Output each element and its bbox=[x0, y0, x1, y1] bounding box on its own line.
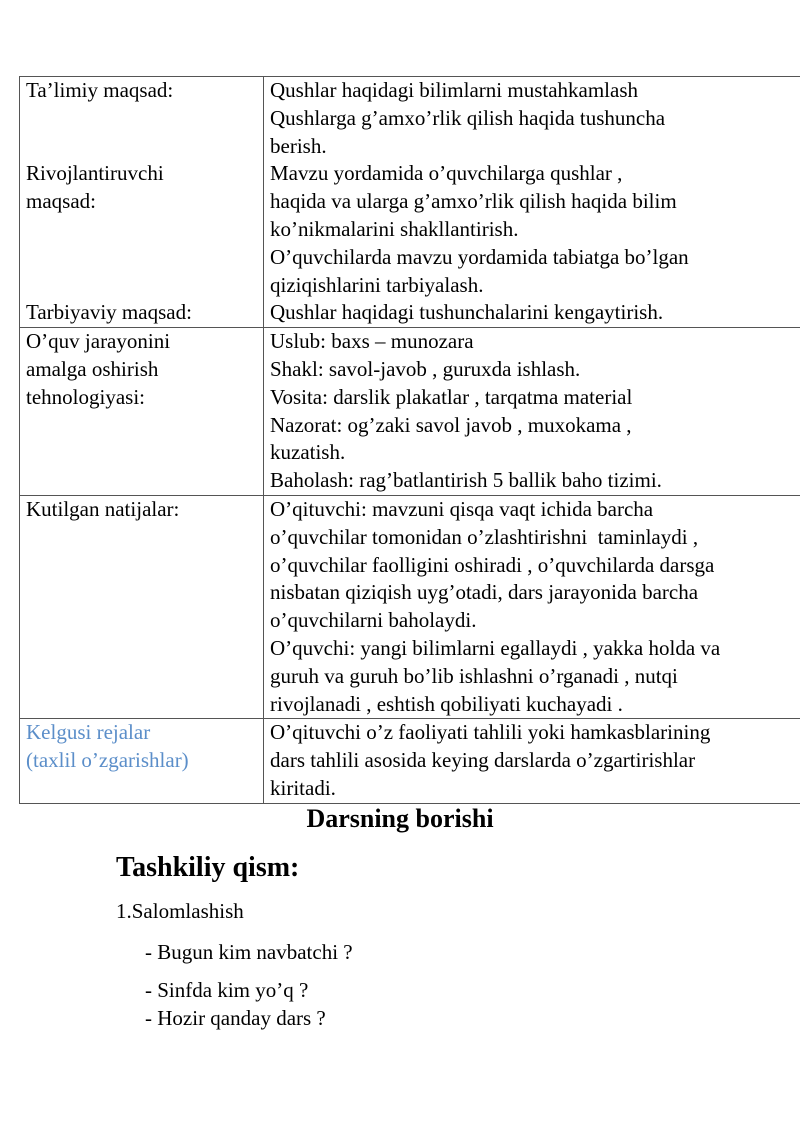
value-line: o’quvchilar faolligini oshiradi , o’quvchilarda darsga bbox=[270, 552, 715, 577]
value-cell bbox=[264, 328, 800, 496]
value-line: O’quvchilarda mavzu yordamida tabiatga bo’lgan bbox=[270, 244, 689, 269]
label-cell bbox=[20, 77, 264, 328]
value-line: Qushlar haqidagi bilimlarni mustahkamlash bbox=[270, 78, 639, 102]
label-line: tehnologiyasi: bbox=[26, 384, 145, 409]
value-line: O’quvchi: yangi bilimlarni egallaydi , yakka holda va bbox=[270, 635, 721, 660]
section-title: Darsning borishi bbox=[306, 804, 494, 833]
value-line: Uslub: baxs – munozara bbox=[270, 329, 474, 354]
value-cell bbox=[264, 495, 800, 718]
label-cell bbox=[20, 719, 264, 803]
value-line: Vosita: darslik plakatlar , tarqatma material bbox=[270, 384, 633, 409]
label-line: O’quv jarayonini bbox=[26, 329, 171, 354]
label-line: (taxlil o’zgarishlar) bbox=[26, 748, 189, 773]
question-item: - Bugun kim navbatchi ? bbox=[145, 940, 353, 964]
label-line: Kutilgan natijalar: bbox=[26, 496, 180, 521]
value-line: Qushlar haqidagi tushunchalarini kengaytirish. bbox=[270, 300, 664, 325]
value-cell bbox=[264, 719, 800, 803]
label-cell bbox=[20, 495, 264, 718]
value-line: haqida va ularga g’amxo’rlik qilish haqida bilim bbox=[270, 189, 677, 214]
question-list bbox=[145, 940, 353, 1031]
value-line: qiziqishlarini tarbiyalash. bbox=[270, 272, 484, 297]
label-line: Kelgusi rejalar bbox=[26, 720, 151, 745]
table-row-goals bbox=[20, 77, 800, 328]
question-item: - Sinfda kim yo’q ? bbox=[145, 978, 309, 1002]
value-line: guruh va guruh bo’lib ishlashni o’rganadi , nutqi bbox=[270, 663, 678, 688]
label-line: Tarbiyaviy maqsad: bbox=[26, 300, 192, 325]
lesson-plan-table bbox=[19, 76, 800, 804]
label-line: amalga oshirish bbox=[26, 356, 159, 381]
value-line: berish. bbox=[270, 133, 327, 158]
label-cell bbox=[20, 328, 264, 496]
subsection-title: Tashkiliy qism: bbox=[116, 852, 300, 883]
value-line: o’quvchilar tomonidan o’zlashtirishni taminlaydi , bbox=[270, 524, 699, 549]
label-line: maqsad: bbox=[26, 189, 96, 214]
value-line: kiritadi. bbox=[270, 775, 336, 800]
value-line: Mavzu yordamida o’quvchilarga qushlar , bbox=[270, 161, 623, 186]
value-line: kuzatish. bbox=[270, 440, 346, 465]
step-heading: 1.Salomlashish bbox=[116, 899, 244, 923]
value-line: Shakl: savol-javob , guruxda ishlash. bbox=[270, 356, 581, 381]
table-row-future-plans bbox=[20, 719, 800, 803]
value-line: O’qituvchi: mavzuni qisqa vaqt ichida barcha bbox=[270, 496, 654, 521]
value-line: nisbatan qiziqish uyg’otadi, dars jarayonida barcha bbox=[270, 580, 699, 605]
value-line: dars tahlili asosida keying darslarda o’zgartirishlar bbox=[270, 748, 696, 773]
table-row-technology bbox=[20, 328, 800, 496]
label-line: Rivojlantiruvchi bbox=[26, 161, 164, 186]
value-line: Qushlarga g’amxo’rlik qilish haqida tushuncha bbox=[270, 105, 666, 130]
question-item: - Hozir qanday dars ? bbox=[145, 1006, 326, 1030]
value-line: Nazorat: og’zaki savol javob , muxokama , bbox=[270, 412, 632, 437]
value-line: O’qituvchi o’z faoliyati tahlili yoki hamkasblarining bbox=[270, 720, 711, 745]
value-line: ko’nikmalarini shakllantirish. bbox=[270, 216, 519, 241]
value-line: Baholash: rag’batlantirish 5 ballik baho tizimi. bbox=[270, 468, 662, 493]
value-line: rivojlanadi , eshtish qobiliyati kuchayadi . bbox=[270, 691, 623, 716]
value-cell bbox=[264, 77, 800, 328]
label-line: Ta’limiy maqsad: bbox=[26, 78, 174, 102]
table-row-outcomes bbox=[20, 495, 800, 718]
value-line: o’quvchilarni baholaydi. bbox=[270, 608, 477, 633]
